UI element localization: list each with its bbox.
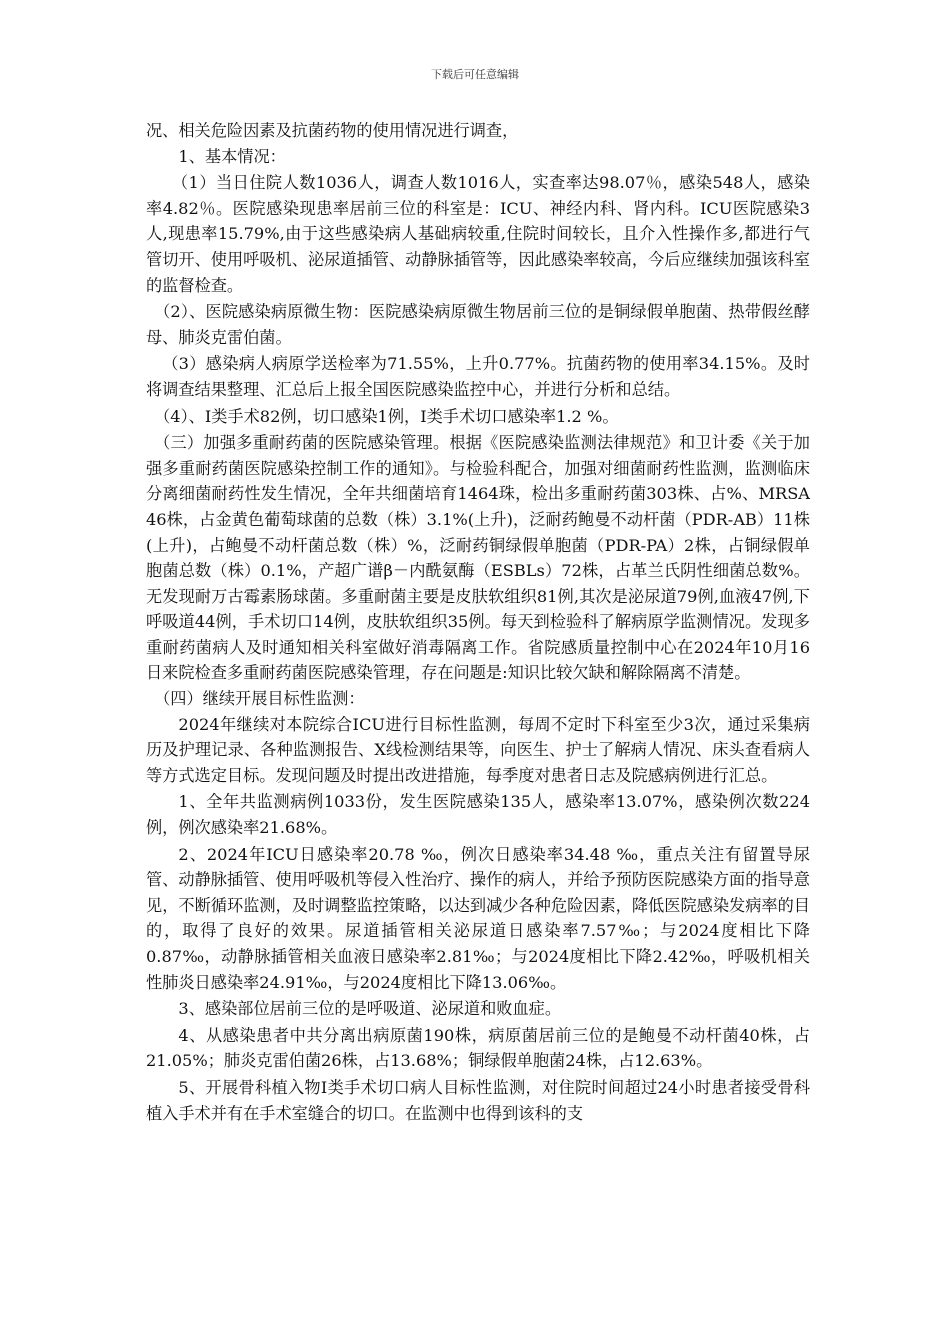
section-heading: （四）继续开展目标性监测： — [154, 689, 365, 709]
paragraph: （4）、Ⅰ类手术82例，切口感染1例，Ⅰ类手术切口感染率1.2 %。 — [154, 406, 619, 426]
paragraph: 3、感染部位居前三位的是呼吸道、泌尿道和败血症。 — [178, 999, 562, 1019]
paragraph: 2、2024年ICU日感染率20.78 ‰，例次日感染率34.48 ‰，重点关注有留置导尿管、动静脉插管、使用呼吸机等侵入性治疗、操作的病人，并给予预防医院感染方面的指导意见，不断循环监测，及时调整监控策略，以达到减少各种危险因素，降低医院感染发病率的目的，取得了良好的效果。尿道插管相关泌尿道日感染率7.57‰；与2024度相比下降0.87‰，动静脉插管相关血液日感染率2.81‰；与2024度相比下降2.42‰，呼吸机相关性肺炎日感染率24.91‰，与2024度相比下降13.06‰。 — [146, 844, 810, 992]
paragraph: 4、从感染患者中共分离出病原菌190株，病原菌居前三位的是鲍曼不动杆菌40株，占21.05%；肺炎克雷伯菌26株，占13.68%；铜绿假单胞菌24株，占12.63%。 — [146, 1025, 810, 1071]
paragraph: （2）、医院感染病原微生物：医院感染病原微生物居前三位的是铜绿假单胞菌、热带假丝酵母、肺炎克雷伯菌。 — [146, 302, 810, 347]
paragraph: 1、全年共监测病例1033份，发生医院感染135人，感染率13.07%，感染例次数224例，例次感染率21.68%。 — [146, 792, 810, 838]
section-heading: 1、基本情况： — [178, 146, 286, 166]
paragraph: 况、相关危险因素及抗菌药物的使用情况进行调查， — [146, 121, 519, 140]
page-header-note: 下载后可任意编辑 — [431, 68, 519, 81]
paragraph: 5、开展骨科植入物Ⅰ类手术切口病人目标性监测，对住院时间超过24小时患者接受骨科植入手术并有在手术室缝合的切口。在监测中也得到该科的支 — [146, 1077, 810, 1123]
paragraph: （3）感染病人病原学送检率为71.55%，上升0.77%。抗菌药物的使用率34.15%。及时将调查结果整理、汇总后上报全国医院感染监控中心，并进行分析和总结。 — [146, 354, 810, 399]
paragraph: （1）当日住院人数1036人，调查人数1016人，实查率达98.07％，感染548人，感染率4.82％。医院感染现患率居前三位的科室是：ICU、神经内科、肾内科。ICU医院感染3人,现患率15.79%,由于这些感染病人基础病较重,住院时间较长，且介入性操作多,都进行气管切开、使用呼吸机、泌尿道插管、动静脉插管等，因此感染率较高，今后应继续加强该科室的监督检查。 — [146, 173, 810, 295]
paragraph: （三）加强多重耐药菌的医院感染管理。根据《医院感染监测法律规范》和卫计委《关于加强多重耐药菌医院感染控制工作的通知》。与检验科配合，加强对细菌耐药性监测，监测临床分离细菌耐药性发生情况，全年共细菌培育1464珠，检出多重耐药菌303株、占%、MRSA 46株，占金黄色葡萄球菌的总数（株）3.1%(上升)，泛耐药鲍曼不动杆菌（PDR-AB）11株(上升)，占鲍曼不动杆菌总数（株）%，泛耐药铜绿假单胞菌（PDR-PA）2株，占铜绿假单胞菌总数（株）0.1%，产超广谱β－内酰氨酶（ESBLs）72株，占革兰氏阴性细菌总数%。无发现耐万古霉素肠球菌。多重耐菌主要是皮肤软组织81例,其次是泌尿道79例,血液47例,下呼吸道44例，手术切口14例，皮肤软组织35例。每天到检验科了解病原学监测情况。发现多重耐药菌病人及时通知相关科室做好消毒隔离工作。省院感质量控制中心在2024年10月16日来院检查多重耐药菌医院感染管理，存在问题是:知识比较欠缺和解除隔离不清楚。 — [146, 433, 810, 683]
document-body — [146, 118, 810, 1126]
paragraph: 2024年继续对本院综合ICU进行目标性监测，每周不定时下科室至少3次，通过采集病历及护理记录、各种监测报告、X线检测结果等，向医生、护士了解病人情况、床头查看病人等方式选定目标。发现问题及时提出改进措施，每季度对患者日志及院感病例进行汇总。 — [146, 714, 810, 785]
